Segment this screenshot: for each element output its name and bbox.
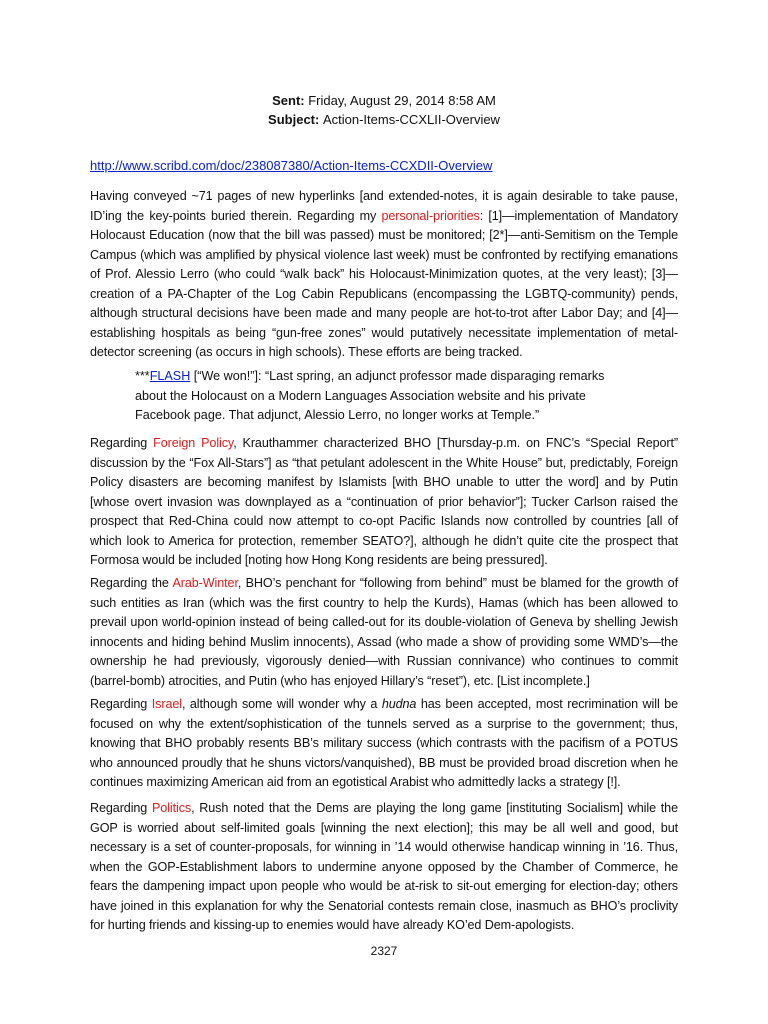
paragraph-text: , Rush noted that the Dems are playing the long game [instituting Socialism] while the GOP is worried about self-limited goals [winning the next election]; this may be all well and good, but necessary is a set of counter-proposals, for winning in ’14 would otherwise handicap winning in ’16. Thus, when the GOP-Establishment labors to undermine anyone opposed by the Chamber of Commerce, he fears the dampening impact upon people who would be at-risk to sit-out emerging for election-day; others have joined in this explanation for why the Senatorial contests remain close, inasmuch as BHO’s proclivity for hurting friends and kissing-up to enemies would have already KO’ed Dem-apologists. (90, 801, 678, 932)
paragraph-politics (90, 799, 678, 936)
paragraph-arab-winter (90, 574, 678, 691)
highlight-arab-winter: Arab-Winter (172, 576, 238, 590)
sent-label: Sent: (272, 93, 305, 108)
paragraph-text: Regarding (90, 801, 152, 815)
paragraph-text: Having conveyed ~71 pages of new hyperlinks [and extended-notes, it is again desirable to take pause, ID’ing the key-points buried therein. Regarding my (90, 189, 678, 223)
paragraph-text: Regarding the (90, 576, 173, 590)
document-link[interactable]: http://www.scribd.com/doc/238087380/Action-Items-CCXDII-Overview (90, 158, 493, 173)
paragraph-israel (90, 695, 678, 793)
flash-prefix: *** (135, 369, 150, 383)
paragraph-text: has been accepted, most recrimination will be focused on why the extent/sophistication of the tunnels served as a surprise to the government; thus, knowing that BHO probably resents BB’s military success (which contrasts with the pacifism of a POTUS who announced proudly that he shuns victors/vanquished), BB must be provided broad discretion when he continues maximizing American aid from an egotistical Arabist who admittedly lacks a strategy [!]. (90, 697, 678, 789)
subject-label: Subject: (268, 112, 320, 127)
paragraph-text: , BHO’s penchant for “following from behind” must be blamed for the growth of such entities as Iran (which was the first country to help the Kurds), Hamas (which has been allowed to prevail upon world-opinion instead of being called-out for its double-violation of Geneva by shelling Jewish innocents and hiding behind Muslim innocents), Assad (who made a show of providing some WMD’s—the ownership he had previously, vigorously denied—with Russian connivance) who continues to commit (barrel-bomb) atrocities, and Putin (who has enjoyed Hillary’s “reset”), etc. [List incomplete.] (90, 576, 678, 688)
highlight-personal-priorities: personal-priorities (381, 208, 480, 223)
paragraph-foreign-policy (90, 434, 678, 571)
paragraph-text: : [1]—implementation of Mandatory Holocaust Education (now that the bill was passed) must be monitored; [2*]—anti-Semitism on the Temple Campus (which was amplified by physical violence last week) must be confronted by rectifying emanations of Prof. Alessio Lerro (who could “walk back” his Holocaust-Minimization quotes, at the very least); [3]—creation of a PA-Chapter of the Log Cabin Republicans (encompassing the LGBTQ-community) pends, although structural decisions have been made and many people are hot-to-trot after Labor Day; and [4]—establishing hospitals as being “gun-free zones” would putatively necessitate implementation of metal-detector screening (as occurs in high schools). These efforts are being tracked. (90, 208, 678, 359)
highlight-israel: Israel (151, 697, 182, 711)
paragraph-text: Regarding (90, 436, 154, 450)
flash-link[interactable]: FLASH (149, 369, 191, 383)
flash-text: [“We won!”]: “Last spring, an adjunct professor made disparaging remarks about the Holocaust on a Modern Languages Association website and his private Facebook page. That adjunct, Alessio Lerro, no longer works at Temple.” (135, 369, 605, 422)
paragraph-priorities (90, 187, 678, 363)
subject-line (0, 110, 768, 129)
highlight-politics: Politics (152, 801, 192, 815)
italic-term: hudna (381, 697, 417, 711)
paragraph-text: , although some will wonder why a (181, 697, 382, 711)
email-header (0, 91, 768, 129)
paragraph-text: Regarding (90, 697, 152, 711)
flash-quote (135, 367, 635, 426)
sent-line (0, 91, 768, 110)
highlight-foreign-policy: Foreign Policy (153, 436, 234, 450)
subject-value: Action-Items-CCXLII-Overview (322, 112, 500, 127)
page-number: 2327 (370, 944, 398, 958)
sent-value: Friday, August 29, 2014 8:58 AM (308, 93, 496, 108)
paragraph-text: , Krauthammer characterized BHO [Thursday-p.m. on FNC’s “Special Report” discussion by the “Fox All-Stars”] as “that petulant adolescent in the White House” but, predictably, Foreign Policy disasters are becoming manifest by Islamists [with BHO unable to utter the word] and by Putin [whose overt invasion was downplayed as a “continuation of prior behavior”]; Tucker Carlson raised the prospect that Red-China could now attempt to co-opt Pacific Islands now controlled by countries [all of which look to America for protection, remember SEATO?], although he didn’t quite cite the prospect that Formosa would be included [noting how Hong Kong residents are being pressured]. (90, 436, 678, 567)
